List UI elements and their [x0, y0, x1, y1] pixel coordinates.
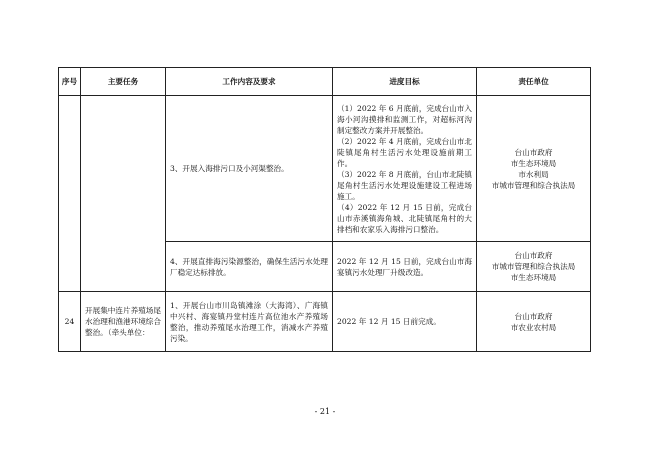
unit-line: 市水利局 [518, 169, 549, 179]
cell-progress [333, 96, 477, 242]
progress-item: （1）2022 年 6 月底前，完成台山市入海小河沟摸排和监测工作，对超标河沟制定整改方案并开展整治。 [337, 103, 472, 135]
table-row [59, 96, 591, 242]
task-table [58, 67, 591, 352]
cell-unit [477, 242, 591, 292]
page-number: - 21 - [314, 407, 336, 416]
header-progress: 进度目标 [333, 68, 477, 96]
cell-progress [333, 292, 477, 352]
progress-item: （3）2022 年 8 月底前，台山市北陡镇尾角村生活污水处理设施建设工程进场施工。 [337, 169, 472, 201]
unit-line: 市城市管理和综合执法局 [491, 180, 576, 190]
header-content: 工作内容及要求 [166, 68, 333, 96]
unit-line: 市城市管理和综合执法局 [491, 262, 576, 271]
table-row [59, 292, 591, 352]
cell-unit [477, 96, 591, 242]
header-task: 主要任务 [81, 68, 166, 96]
unit-line: 市生态环境局 [510, 158, 557, 168]
unit-line: 台山市政府 [514, 147, 553, 157]
progress-item: 2022 年 12 月 15 日前，完成台山市海宴镇污水处理厂升级改造。 [337, 256, 472, 277]
cell-no: 24 [59, 292, 81, 352]
progress-item: （4）2022 年 12 月 15 日前，完成台山市赤溪镇海角城、北陡镇尾角村的大排档和农家乐入海排污口整治。 [337, 202, 472, 234]
cell-unit [477, 292, 591, 352]
header-no: 序号 [59, 68, 81, 96]
unit-line: 市生态环境局 [510, 273, 557, 282]
unit-line: 台山市政府 [514, 251, 553, 260]
cell-no-empty [59, 96, 81, 292]
progress-item: （2）2022 年 4 月底前，完成台山市北陡镇尾角村生活污水处理设施前期工作。 [337, 136, 472, 168]
cell-content: 1、开展台山市川岛镇滩涂（大海湾）、广海镇中兴村、海宴镇丹堂村连片高位池水产养殖场整治，推动养殖尾水治理工作，消减水产养殖污染。 [166, 292, 333, 352]
header-unit: 责任单位 [477, 68, 591, 96]
cell-content: 4、开展直排海污染源整治，确保生活污水处理厂稳定达标排放。 [166, 242, 333, 292]
cell-progress [333, 242, 477, 292]
cell-task-empty [81, 96, 166, 292]
cell-task: 开展集中连片养殖场尾水治理和渔港环境综合整治。（牵头单位： [81, 292, 166, 352]
cell-content: 3、开展入海排污口及小河渠整治。 [166, 96, 333, 242]
progress-item: 2022 年 12 月 15 日前完成。 [337, 317, 441, 326]
table-header-row [59, 68, 591, 96]
unit-line: 台山市政府 [514, 311, 553, 321]
unit-line: 市农业农村局 [510, 322, 557, 332]
